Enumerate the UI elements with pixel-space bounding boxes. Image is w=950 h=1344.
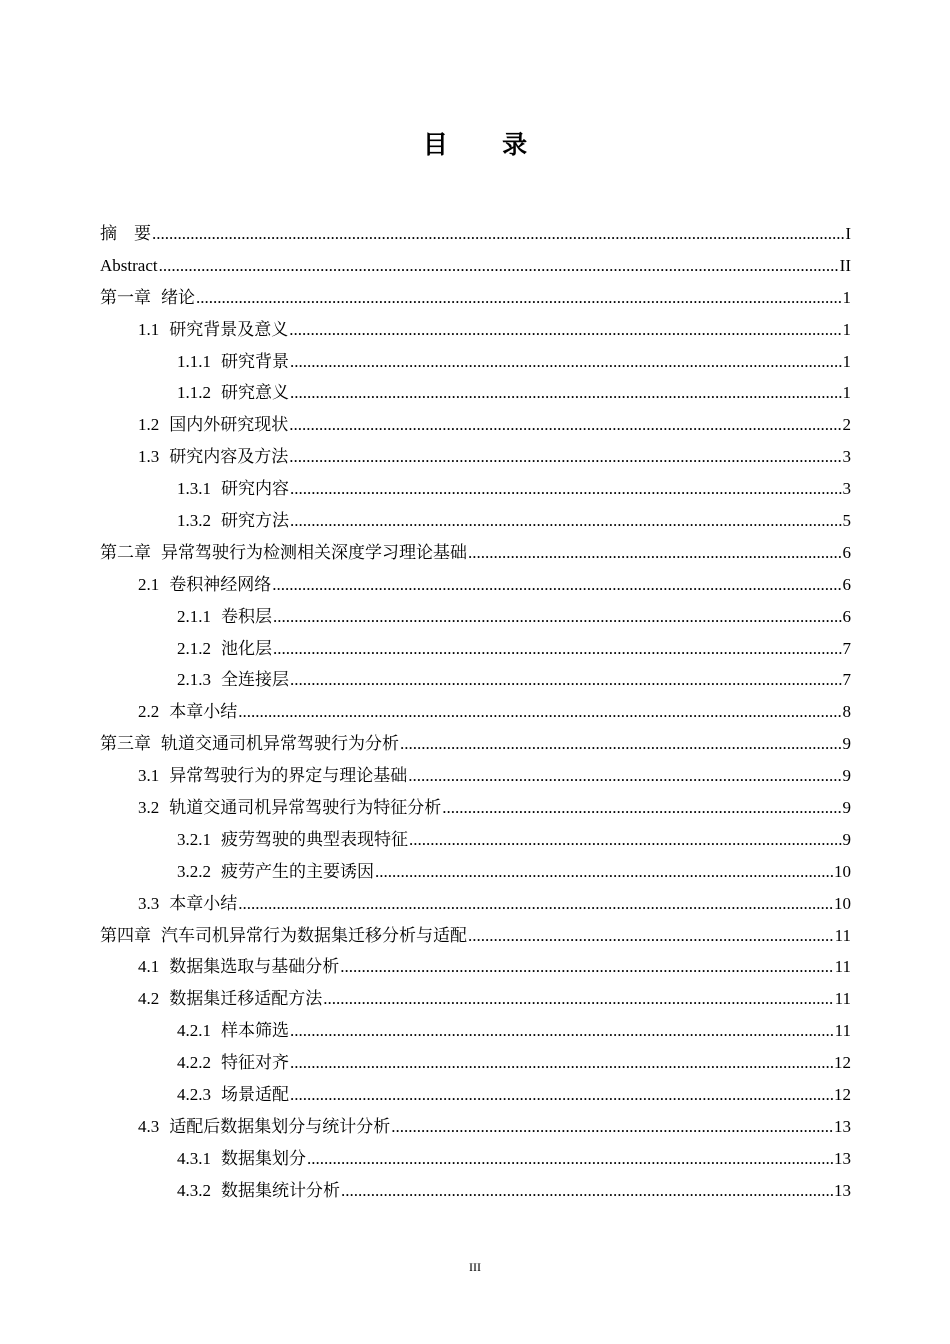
toc-entry-number: 3.1 (138, 766, 160, 786)
toc-entry-text: 卷积神经网络 (169, 574, 272, 594)
toc-entry-text: 特征对齐 (221, 1053, 289, 1073)
toc-dot-leader (290, 664, 842, 696)
toc-entry-text: 数据集迁移适配方法 (169, 989, 323, 1009)
toc-dot-leader (340, 951, 833, 983)
toc-entry-number: 3.2 (138, 798, 160, 818)
toc-entry-label (177, 664, 289, 696)
toc-entry-text: 场景适配 (221, 1085, 289, 1105)
toc-entry-page: 2 (842, 415, 851, 435)
toc-entry-text: 疲劳产生的主要诱因 (221, 861, 374, 881)
toc-entry-page: 1 (842, 287, 851, 307)
toc-entry-page: 11 (834, 957, 851, 977)
toc-dot-leader (375, 856, 833, 888)
toc-entry[interactable] (100, 537, 851, 569)
toc-entry-text: 异常驾驶行为的界定与理论基础 (169, 766, 408, 786)
toc-entry[interactable] (100, 664, 851, 696)
toc-entry-text: 疲劳驾驶的典型表现特征 (221, 829, 408, 849)
toc-dot-leader (290, 377, 842, 409)
toc-entry-label (177, 346, 289, 378)
toc-entry-number: 3.3 (138, 893, 160, 913)
toc-entry-page: 13 (834, 1148, 851, 1168)
toc-entry-page: 5 (842, 511, 851, 531)
toc-entry-label (138, 441, 288, 473)
toc-entry-label (138, 569, 271, 601)
toc-dot-leader (159, 250, 839, 282)
toc-entry-text: 研究方法 (221, 511, 289, 531)
toc-entry-text: 适配后数据集划分与统计分析 (169, 1116, 391, 1136)
toc-entry-page: II (839, 255, 851, 275)
toc-entry[interactable] (100, 856, 851, 888)
toc-entry[interactable] (100, 1047, 851, 1079)
toc-dot-leader (391, 1111, 833, 1143)
toc-entry[interactable] (100, 920, 851, 952)
toc-entry-number: 4.3.2 (177, 1180, 211, 1200)
toc-entry-page: 11 (834, 925, 851, 945)
toc-entry-page: 10 (834, 893, 851, 913)
toc-dot-leader (468, 537, 842, 569)
toc-entry-number: 1.2 (138, 415, 160, 435)
toc-entry-text: 摘 要 (100, 224, 151, 243)
toc-entry-text: 研究背景及意义 (169, 319, 289, 339)
toc-entry-number: 第四章 (100, 925, 151, 945)
toc-dot-leader (307, 1143, 833, 1175)
toc-entry-label (100, 282, 195, 314)
table-of-contents (100, 218, 851, 1207)
toc-entry-number: 1.3 (138, 447, 160, 467)
toc-dot-leader (273, 633, 842, 665)
toc-entry-label (138, 760, 407, 792)
toc-entry-page: 9 (842, 829, 851, 849)
toc-entry[interactable] (100, 601, 851, 633)
toc-entry-label (100, 728, 399, 760)
toc-entry-number: 第三章 (100, 734, 151, 754)
toc-dot-leader (290, 1015, 834, 1047)
toc-entry[interactable] (100, 1143, 851, 1175)
toc-entry-text: 池化层 (221, 638, 272, 658)
toc-entry-page: 11 (834, 1021, 851, 1041)
toc-entry[interactable] (100, 473, 851, 505)
toc-entry-page: 1 (842, 383, 851, 403)
toc-entry-number: 第二章 (100, 542, 151, 562)
toc-entry-text: 轨道交通司机异常驾驶行为分析 (161, 734, 399, 754)
toc-entry-text: 全连接层 (221, 670, 289, 690)
toc-entry[interactable] (100, 983, 851, 1015)
toc-entry-label (100, 920, 467, 952)
toc-entry[interactable] (100, 1079, 851, 1111)
toc-dot-leader (196, 282, 842, 314)
toc-entry-text: 本章小结 (169, 893, 238, 913)
toc-entry-number: 4.2 (138, 989, 160, 1009)
toc-entry-page: 7 (842, 638, 851, 658)
toc-entry-page: 8 (842, 702, 851, 722)
toc-entry-label (138, 696, 237, 728)
toc-entry[interactable] (100, 888, 851, 920)
toc-entry-page: I (845, 224, 851, 243)
toc-entry[interactable] (100, 282, 851, 314)
toc-entry-label (100, 537, 467, 569)
toc-dot-leader (289, 409, 841, 441)
toc-dot-leader (341, 1175, 833, 1207)
toc-entry-text: 研究内容 (221, 479, 289, 499)
toc-dot-leader (290, 346, 842, 378)
footer-page-number: III (469, 1260, 481, 1274)
toc-entry-page: 13 (834, 1116, 851, 1136)
toc-dot-leader (442, 792, 841, 824)
toc-entry-page: 9 (842, 766, 851, 786)
toc-entry-number: 第一章 (100, 287, 151, 307)
toc-entry-text: 绪论 (161, 287, 195, 307)
toc-entry-label (138, 1111, 390, 1143)
toc-entry[interactable] (100, 792, 851, 824)
toc-dot-leader (152, 218, 844, 250)
toc-entry[interactable] (100, 409, 851, 441)
toc-entry-number: 4.2.1 (177, 1021, 211, 1041)
toc-entry-number: 2.1.1 (177, 606, 211, 626)
toc-dot-leader (238, 888, 833, 920)
toc-entry-number: 4.3 (138, 1116, 160, 1136)
toc-entry-page: 9 (842, 734, 851, 754)
toc-entry[interactable] (100, 250, 851, 282)
toc-entry[interactable] (100, 633, 851, 665)
toc-entry-page: 1 (842, 319, 851, 339)
toc-entry[interactable] (100, 951, 851, 983)
toc-entry-label (177, 856, 374, 888)
toc-dot-leader (290, 505, 842, 537)
toc-entry-text: 研究内容及方法 (169, 447, 289, 467)
toc-entry-number: 2.2 (138, 702, 160, 722)
toc-dot-leader (400, 728, 842, 760)
toc-entry-number: 2.1 (138, 574, 160, 594)
toc-entry-text: 样本筛选 (221, 1021, 289, 1041)
toc-entry[interactable] (100, 314, 851, 346)
toc-entry-label (138, 792, 441, 824)
toc-entry-label (138, 314, 288, 346)
toc-dot-leader (408, 760, 841, 792)
toc-entry-text: 数据集划分 (221, 1148, 306, 1168)
toc-dot-leader (273, 601, 842, 633)
toc-entry-label (138, 983, 322, 1015)
toc-entry[interactable] (100, 1175, 851, 1207)
toc-entry-page: 13 (834, 1180, 851, 1200)
toc-entry-number: 1.1 (138, 319, 160, 339)
toc-entry-label (177, 1047, 289, 1079)
toc-entry-page: 7 (842, 670, 851, 690)
toc-entry-label (177, 1015, 289, 1047)
toc-entry-number: 4.3.1 (177, 1148, 211, 1168)
toc-entry-text: 汽车司机异常行为数据集迁移分析与适配 (161, 925, 467, 945)
toc-entry-label (138, 888, 237, 920)
toc-entry-page: 12 (834, 1085, 851, 1105)
toc-entry[interactable] (100, 1015, 851, 1047)
toc-entry-number: 4.2.2 (177, 1053, 211, 1073)
toc-entry-number: 3.2.1 (177, 829, 211, 849)
toc-entry-page: 3 (842, 479, 851, 499)
toc-entry-text: 国内外研究现状 (169, 415, 289, 435)
toc-entry[interactable] (100, 346, 851, 378)
toc-dot-leader (323, 983, 833, 1015)
toc-dot-leader (238, 696, 841, 728)
toc-entry[interactable] (100, 505, 851, 537)
toc-entry-number: 4.1 (138, 957, 160, 977)
toc-entry-label (100, 250, 158, 282)
toc-entry-text: 研究意义 (221, 383, 289, 403)
toc-entry-label (177, 473, 289, 505)
toc-dot-leader (290, 473, 842, 505)
toc-entry-text: 卷积层 (221, 606, 272, 626)
toc-entry-page: 12 (834, 1053, 851, 1073)
toc-entry[interactable] (100, 1111, 851, 1143)
toc-entry[interactable] (100, 824, 851, 856)
toc-entry-text: 异常驾驶行为检测相关深度学习理论基础 (161, 542, 467, 562)
toc-entry[interactable] (100, 441, 851, 473)
toc-dot-leader (468, 920, 834, 952)
toc-entry-number: 1.1.2 (177, 383, 211, 403)
toc-entry-text: Abstract (100, 255, 158, 275)
toc-dot-leader (272, 569, 841, 601)
toc-entry-page: 3 (842, 447, 851, 467)
toc-entry-label (138, 951, 339, 983)
toc-entry-label (177, 824, 408, 856)
toc-entry[interactable] (100, 218, 851, 250)
toc-entry-text: 数据集选取与基础分析 (169, 957, 340, 977)
toc-entry[interactable] (100, 696, 851, 728)
toc-entry-label (177, 601, 272, 633)
toc-entry-number: 1.3.2 (177, 511, 211, 531)
toc-entry-text: 本章小结 (169, 702, 238, 722)
toc-entry[interactable] (100, 569, 851, 601)
toc-entry-page: 10 (834, 861, 851, 881)
toc-entry-label (177, 505, 289, 537)
toc-entry-number: 2.1.3 (177, 670, 211, 690)
toc-entry-label (138, 409, 288, 441)
toc-dot-leader (290, 1079, 833, 1111)
toc-dot-leader (289, 441, 841, 473)
toc-entry-label (100, 218, 151, 250)
toc-entry-page: 6 (842, 542, 851, 562)
toc-entry-number: 4.2.3 (177, 1085, 211, 1105)
toc-dot-leader (409, 824, 842, 856)
toc-entry-number: 2.1.2 (177, 638, 211, 658)
toc-entry-label (177, 1079, 289, 1111)
toc-entry-number: 3.2.2 (177, 861, 211, 881)
toc-entry-text: 研究背景 (221, 351, 289, 371)
toc-entry[interactable] (100, 728, 851, 760)
toc-entry[interactable] (100, 377, 851, 409)
toc-entry-text: 轨道交通司机异常驾驶行为特征分析 (169, 798, 442, 818)
toc-dot-leader (289, 314, 841, 346)
toc-entry-page: 6 (842, 574, 851, 594)
toc-dot-leader (290, 1047, 833, 1079)
toc-entry-label (177, 633, 272, 665)
toc-entry-page: 6 (842, 606, 851, 626)
toc-entry-page: 1 (842, 351, 851, 371)
toc-entry-label (177, 377, 289, 409)
page-title: 目 录 (422, 132, 552, 159)
toc-entry-label (177, 1175, 340, 1207)
toc-entry-number: 1.1.1 (177, 351, 211, 371)
toc-entry-page: 9 (842, 798, 851, 818)
toc-entry[interactable] (100, 760, 851, 792)
toc-entry-text: 数据集统计分析 (221, 1180, 340, 1200)
toc-entry-page: 11 (834, 989, 851, 1009)
toc-entry-number: 1.3.1 (177, 479, 211, 499)
toc-entry-label (177, 1143, 306, 1175)
